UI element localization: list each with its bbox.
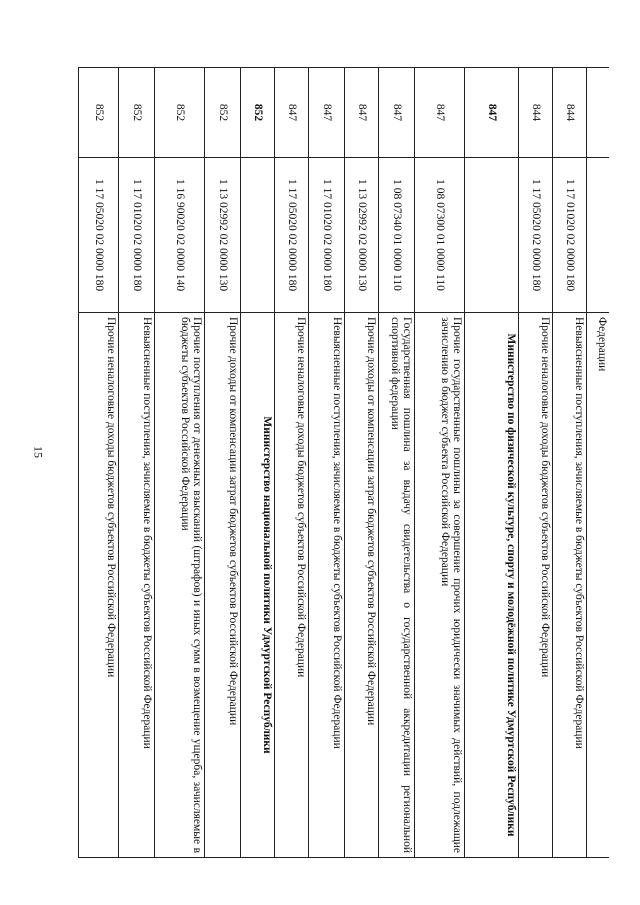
table-row	[309, 68, 345, 858]
admin-code-cell: 852	[155, 68, 205, 158]
revenue-name-cell: Невыясненные поступления, зачисляемые в бюджеты субъектов Российской Федерации	[309, 313, 345, 858]
table-row	[275, 68, 309, 858]
admin-code-cell: 847	[345, 68, 379, 158]
admin-code-cell: 847	[415, 68, 465, 158]
page-number: 15	[31, 446, 46, 458]
admin-code-cell: 844	[553, 68, 587, 158]
revenue-name-cell: Федерации	[587, 313, 609, 858]
table-body	[79, 68, 609, 858]
admin-code-cell: 847	[465, 68, 519, 158]
revenue-name-cell: Прочие неналоговые доходы бюджетов субъектов Российской Федерации	[519, 313, 553, 858]
table-row	[379, 68, 415, 858]
revenue-name-cell: Прочие неналоговые доходы бюджетов субъектов Российской Федерации	[275, 313, 309, 858]
table-row	[155, 68, 205, 858]
revenue-name-cell: Прочие неналоговые доходы бюджетов субъектов Российской Федерации	[79, 313, 119, 858]
kbk-code-cell	[241, 158, 275, 313]
kbk-code-cell: 1 16 90020 02 0000 140	[155, 158, 205, 313]
table-row	[119, 68, 155, 858]
revenue-name-cell: Невыясненные поступления, зачисляемые в бюджеты субъектов Российской Федерации	[119, 313, 155, 858]
admin-code-cell: 847	[379, 68, 415, 158]
table-row	[415, 68, 465, 858]
admin-code-cell: 852	[241, 68, 275, 158]
kbk-code-cell: 1 17 05020 02 0000 180	[519, 158, 553, 313]
table-row	[587, 68, 609, 858]
admin-code-cell: 852	[205, 68, 241, 158]
revenue-name-cell: Прочие доходы от компенсации затрат бюджетов субъектов Российской Федерации	[345, 313, 379, 858]
admin-code-cell	[587, 68, 609, 158]
kbk-code-cell: 1 17 01020 02 0000 180	[309, 158, 345, 313]
kbk-code-cell: 1 08 07340 01 0000 110	[379, 158, 415, 313]
admin-code-cell: 852	[119, 68, 155, 158]
revenue-name-cell: Невыясненные поступления, зачисляемые в бюджеты субъектов Российской Федерации	[553, 313, 587, 858]
ministry-header-row	[465, 68, 519, 858]
revenue-name-cell: Министерство национальной политики Удмуртской Республики	[241, 313, 275, 858]
revenue-name-cell: Прочие поступления от денежных взысканий (штрафов) и иных сумм в возмещение ущерба, зачисляемые в бюджеты субъектов Российской Федерации	[155, 313, 205, 858]
table-row	[553, 68, 587, 858]
rotated-page-content	[81, 67, 609, 857]
revenue-codes-table	[79, 67, 610, 858]
revenue-name-cell: Прочие доходы от компенсации затрат бюджетов субъектов Российской Федерации	[205, 313, 241, 858]
kbk-code-cell: 1 17 05020 02 0000 180	[79, 158, 119, 313]
revenue-name-cell: Министерство по физической культуре, спорту и молодёжной политике Удмуртской Республики	[465, 313, 519, 858]
revenue-name-cell: Государственная пошлина за выдачу свидетельства о государственной аккредитации региональной спортивной федерации	[379, 313, 415, 858]
kbk-code-cell	[465, 158, 519, 313]
admin-code-cell: 847	[275, 68, 309, 158]
admin-code-cell: 847	[309, 68, 345, 158]
kbk-code-cell	[587, 158, 609, 313]
admin-code-cell: 844	[519, 68, 553, 158]
kbk-code-cell: 1 17 01020 02 0000 180	[553, 158, 587, 313]
revenue-name-cell: Прочие государственные пошлины за совершение прочих юридически значимых действий, подлежащие зачислению в бюджет субъекта Российской Федерации	[415, 313, 465, 858]
table-row	[519, 68, 553, 858]
table-row	[79, 68, 119, 858]
kbk-code-cell: 1 13 02992 02 0000 130	[345, 158, 379, 313]
table-row	[345, 68, 379, 858]
admin-code-cell: 852	[79, 68, 119, 158]
kbk-code-cell: 1 13 02992 02 0000 130	[205, 158, 241, 313]
table-row	[205, 68, 241, 858]
ministry-header-row	[241, 68, 275, 858]
kbk-code-cell: 1 08 07300 01 0000 110	[415, 158, 465, 313]
kbk-code-cell: 1 17 01020 02 0000 180	[119, 158, 155, 313]
kbk-code-cell: 1 17 05020 02 0000 180	[275, 158, 309, 313]
